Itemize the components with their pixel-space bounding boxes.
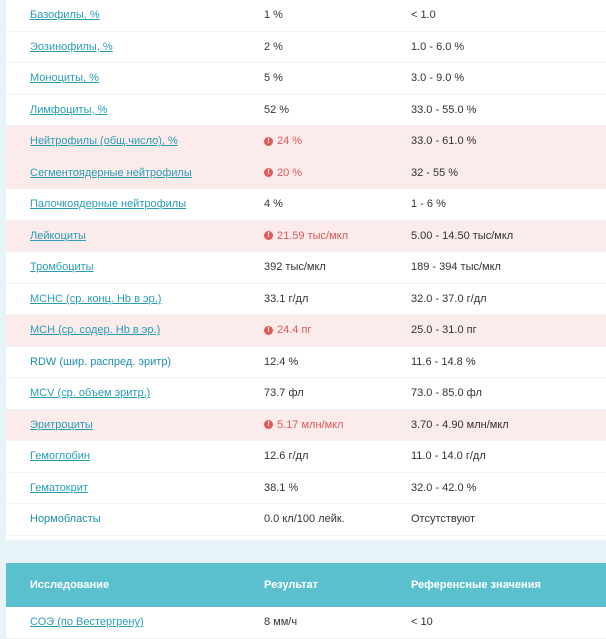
table-row [6,504,606,536]
test-name: Нормобласты [30,513,101,526]
result-value: 33.1 г/дл [264,292,309,305]
reference-range: 25.0 - 31.0 пг [411,324,477,337]
reference-range: 33.0 - 55.0 % [411,103,477,116]
table-row [6,158,606,190]
reference-range: 1.0 - 6.0 % [411,40,465,53]
test-name-link[interactable]: Моноциты, % [30,72,99,85]
test-name-link[interactable]: Гематокрит [30,481,88,494]
results-table-card [6,0,606,540]
reference-range: < 1.0 [411,9,436,22]
test-name: RDW (шир. распред. эритр) [30,355,172,368]
test-name-link[interactable]: MCH (ср. содер. Hb в эр.) [30,324,161,337]
esr-table-body [6,607,606,639]
result-value: 5.17 млн/мкл [277,418,344,431]
esr-table-card [6,563,606,638]
test-name-link[interactable]: MCHC (ср. конц. Hb в эр.) [30,292,162,305]
reference-range: 11.6 - 14.8 % [411,355,476,368]
header-reference: Референсные значения [411,579,541,591]
reference-range: 11.0 - 14.0 г/дл [411,450,486,463]
table-row [6,0,606,32]
warning-icon: ! [264,420,273,429]
table-row [6,32,606,64]
table-row [6,473,606,505]
table-row [6,221,606,253]
test-name-link[interactable]: Тромбоциты [30,261,94,274]
table-row [6,378,606,410]
reference-range: 32.0 - 42.0 % [411,481,477,494]
result-value: 1 % [264,9,283,22]
result-value: 20 % [277,166,303,179]
test-name-link[interactable]: Эозинофилы, % [30,40,113,53]
reference-range: Отсутствуют [411,513,476,526]
result-value: 52 % [264,103,290,116]
table-row [6,410,606,442]
table-header [6,563,606,607]
result-value: 73.7 фл [264,387,304,400]
reference-range: 189 - 394 тыс/мкл [411,261,501,274]
result-value: 21.59 тыс/мкл [277,229,349,242]
reference-range: 32 - 55 % [411,166,459,179]
reference-range: 32.0 - 37.0 г/дл [411,292,487,305]
table-row [6,607,606,639]
table-row [6,95,606,127]
reference-range: 3.70 - 4.90 млн/мкл [411,418,509,431]
result-value: 4 % [264,198,283,211]
warning-icon: ! [264,168,273,177]
table-row [6,284,606,316]
result-value: 8 мм/ч [264,616,298,629]
result-value: 392 тыс/мкл [264,261,326,274]
reference-range: < 10 [411,616,433,629]
test-name-link[interactable]: Гемоглобин [30,450,90,463]
result-value: 0.0 кл/100 лейк. [264,513,345,526]
warning-icon: ! [264,326,273,335]
test-name-link[interactable]: Эритроциты [30,418,93,431]
result-value: 12.6 г/дл [264,450,309,463]
reference-range: 33.0 - 61.0 % [411,135,477,148]
table-row [6,189,606,221]
reference-range: 1 - 6 % [411,198,446,211]
test-name-link[interactable]: Сегментоядерные нейтрофилы [30,166,192,179]
reference-range: 73.0 - 85.0 фл [411,387,482,400]
result-value: 5 % [264,72,283,85]
result-value: 24 % [277,135,303,148]
table-row [6,441,606,473]
table-row [6,315,606,347]
test-name-link[interactable]: Лейкоциты [30,229,86,242]
reference-range: 3.0 - 9.0 % [411,72,465,85]
header-result: Результат [264,579,319,591]
results-table-body [6,0,606,536]
result-value: 38.1 % [264,481,299,494]
table-row [6,126,606,158]
test-name-link[interactable]: Лимфоциты, % [30,103,108,116]
table-row [6,252,606,284]
result-value: 24.4 пг [277,324,312,337]
warning-icon: ! [264,137,273,146]
table-row [6,347,606,379]
test-name-link[interactable]: Нейтрофилы (общ.число), % [30,135,178,148]
header-test: Исследование [30,579,110,591]
reference-range: 5.00 - 14.50 тыс/мкл [411,229,514,242]
warning-icon: ! [264,231,273,240]
test-name-link[interactable]: СОЭ (по Вестергрену) [30,616,144,629]
result-value: 2 % [264,40,283,53]
test-name-link[interactable]: Палочкоядерные нейтрофилы [30,198,187,211]
test-name-link[interactable]: MCV (ср. объем эритр.) [30,387,151,400]
table-row [6,63,606,95]
result-value: 12.4 % [264,355,299,368]
test-name-link[interactable]: Базофилы, % [30,9,100,22]
